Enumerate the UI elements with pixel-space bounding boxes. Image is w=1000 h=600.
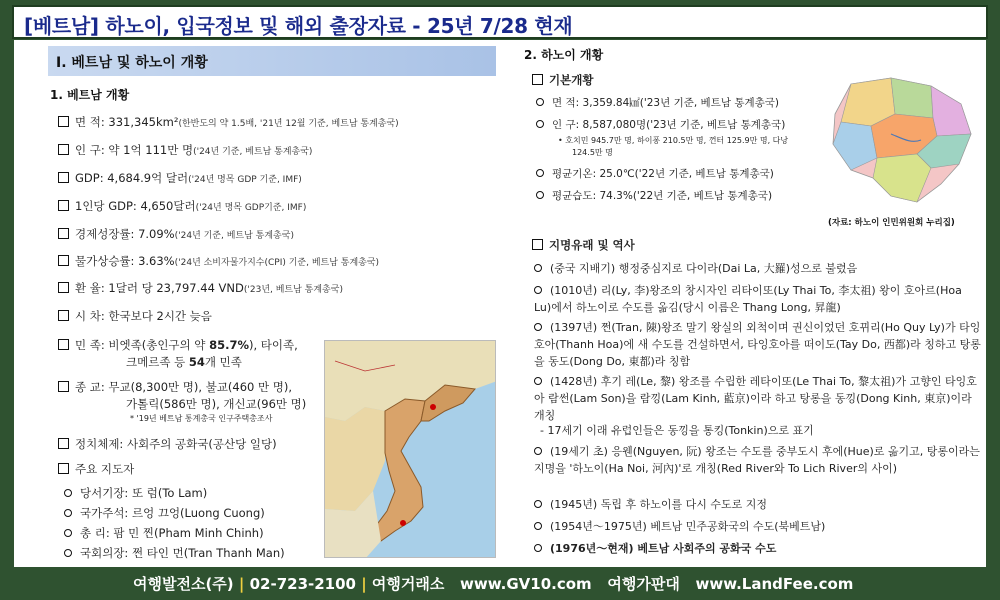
basic-item-area: 면 적: 3,359.84㎢('23년 기준, 베트남 통계총국) [536, 95, 779, 110]
checkbox-square-icon [58, 381, 69, 392]
section-banner [48, 46, 496, 76]
circle-bullet-icon [536, 169, 544, 177]
checkbox-square-icon [58, 172, 69, 183]
checkbox-square-icon [532, 74, 543, 85]
page-title: [베트남] 하노이, 입국정보 및 해외 출장자료 - 25년 7/28 현재 [24, 14, 573, 38]
footer-label-2: 여행가판대 [607, 575, 680, 593]
history-item: (중국 지배기) 행정중심지로 다이라(Dai La, 大羅)성으로 불렸음 [534, 260, 982, 277]
history-item: (19세기 초) 응웬(Nguyen, 阮) 왕조는 수도를 중부도시 후에(Hue)로 옮기고, 탕롱이라는 지명을 '하노이(Ha Noi, 河內)'로 개칭(Red River와 To Lich River의 사이) [534, 445, 980, 475]
footer-site-1-link[interactable]: www.GV10.com [460, 575, 592, 593]
footer-separator: | [238, 575, 250, 593]
leader-item: 당서기장: 또 럼(To Lam) [64, 485, 207, 501]
circle-bullet-icon [534, 323, 542, 331]
circle-bullet-icon [536, 98, 544, 106]
list-item-politics: 정치체제: 사회주의 공화국(공산당 일당) [58, 436, 277, 452]
circle-bullet-icon [534, 264, 542, 272]
circle-bullet-icon [534, 522, 542, 530]
checkbox-square-icon [58, 200, 69, 211]
subsection-title: 1. 베트남 개황 [50, 88, 130, 102]
footer-separator: | [361, 575, 372, 593]
hanoi-district-map-image [821, 74, 979, 210]
list-item-inflation: 물가상승률: 3.63%('24년 소비자물가지수(CPI) 기준, 베트남 통계총국) [58, 253, 379, 269]
right-column [514, 40, 986, 567]
history-item: (1945년) 독립 후 하노이를 다시 수도로 지정 [534, 496, 982, 513]
list-item-area: 면 적: 331,345km²(한반도의 약 1.5배, '21년 12월 기준, 베트남 통계총국) [58, 114, 399, 130]
list-item-timezone: 시 차: 한국보다 2시간 늦음 [58, 308, 212, 324]
population-note-line-2: 124.5만 명 [572, 148, 613, 157]
list-item-ethnic: 민 족: 비엣족(총인구의 약 85.7%), 타이족, [58, 337, 298, 353]
list-item-growth: 경제성장률: 7.09%('24년 기준, 베트남 통계총국) [58, 226, 294, 242]
footer-phone: 02-723-2100 [249, 575, 356, 593]
checkbox-square-icon [532, 239, 543, 250]
checkbox-square-icon [58, 116, 69, 127]
circle-bullet-icon [534, 377, 542, 385]
footer [0, 567, 1000, 600]
list-item-exchange: 환 율: 1달러 당 23,797.44 VND('23년, 베트남 통계총국) [58, 280, 343, 296]
leader-item: 국회의장: 쩐 타인 먼(Tran Thanh Man) [64, 545, 285, 561]
footer-label-1: 여행거래소 [371, 575, 445, 593]
checkbox-square-icon [58, 144, 69, 155]
checkbox-square-icon [58, 438, 69, 449]
ethnic-line-2: 크메르족 등 54개 민족 [126, 355, 242, 369]
checkbox-square-icon [58, 255, 69, 266]
religion-source-note: * '19년 베트남 통계총국 인구주택총조사 [130, 414, 273, 423]
history-title: 지명유래 및 역사 [532, 237, 635, 253]
title-bar [12, 5, 988, 39]
history-item: (1010년) 리(Ly, 李)왕조의 창시자인 리타이또(Ly Thai To, 李太祖) 왕이 호아르(Hoa Lu)에서 하노이로 수도를 옮김(당시 이름은 Thang Long, 昇龍) [534, 284, 962, 314]
history-item: (1954년～1975년) 베트남 민주공화국의 수도(북베트남) [534, 518, 982, 535]
checkbox-square-icon [58, 310, 69, 321]
leader-item: 국가주석: 르엉 끄엉(Luong Cuong) [64, 505, 265, 521]
leaders-title: 주요 지도자 [58, 461, 134, 477]
circle-bullet-icon [534, 286, 542, 294]
leader-item: 총 리: 팜 민 찐(Pham Minh Chinh) [64, 525, 264, 541]
vietnam-map-image [324, 340, 496, 558]
circle-bullet-icon [64, 489, 72, 497]
checkbox-square-icon [58, 282, 69, 293]
subsection-title-hanoi: 2. 하노이 개황 [524, 48, 604, 62]
list-item-gdp: GDP: 4,684.9억 달러('24년 명목 GDP 기준, IMF) [58, 170, 302, 186]
checkbox-square-icon [58, 463, 69, 474]
history-item: (1428년) 후기 레(Le, 黎) 왕조를 수립한 레타이또(Le Thai To, 黎太祖)가 고향인 타잉호아 람썬(Lam Son)을 람낑(Lam Kinh, 藍京)이라 하고 탕롱을 동낑(Dong Kinh, 東京)이라 개칭 [534, 375, 977, 422]
list-item-population: 인 구: 약 1억 111만 명('24년 기준, 베트남 통계총국) [58, 142, 312, 158]
document-page [14, 40, 986, 567]
circle-bullet-icon [536, 120, 544, 128]
list-item-gdp-per-capita: 1인당 GDP: 4,650달러('24년 명목 GDP기준, IMF) [58, 198, 306, 214]
basic-item-temperature: 평균기온: 25.0℃('22년 기준, 베트남 통계총국) [536, 166, 774, 181]
circle-bullet-icon [534, 500, 542, 508]
religion-line-2: 가톨릭(586만 명), 개신교(96만 명) [126, 397, 307, 411]
circle-bullet-icon [64, 549, 72, 557]
list-item-religion: 종 교: 무교(8,300만 명), 불교(460 만 명), [58, 379, 292, 395]
basic-item-population: 인 구: 8,587,080명('23년 기준, 베트남 통계총국) [536, 117, 785, 132]
circle-bullet-icon [64, 529, 72, 537]
circle-bullet-icon [64, 509, 72, 517]
checkbox-square-icon [58, 228, 69, 239]
history-item: (1976년～현재) 베트남 사회주의 공화국 수도 [534, 540, 982, 557]
footer-company: 여행발전소(주) [133, 575, 234, 593]
section-title: Ⅰ. 베트남 및 하노이 개황 [56, 55, 208, 71]
checkbox-square-icon [58, 339, 69, 350]
basic-title: 기본개황 [532, 72, 593, 88]
left-column [14, 40, 504, 567]
circle-bullet-icon [534, 447, 542, 455]
circle-bullet-icon [536, 191, 544, 199]
basic-item-humidity: 평균습도: 74.3%('22년 기준, 베트남 통계총국) [536, 188, 772, 203]
footer-text [133, 573, 853, 594]
circle-bullet-icon [534, 544, 542, 552]
history-item: (1397년) 쩐(Tran, 陳)왕조 말기 왕실의 외척이며 권신이었던 호뀌리(Ho Quy Ly)가 타잉호아(Thanh Hoa)에 새 수도를 건설하면서, 타잉호아를 떠이도(Tay Do, 西都)라 칭하고 탕롱을 동도(Dong Do, 東都)라 칭함 [534, 321, 981, 368]
footer-site-2-link[interactable]: www.LandFee.com [695, 575, 854, 593]
map-caption: (자료: 하노이 인민위원회 누리집) [828, 218, 955, 228]
history-sub-note: - 17세기 이래 유럽인들은 동낑을 통킹(Tonkin)으로 표기 [540, 424, 814, 437]
population-note-line-1: • 호치민 945.7만 명, 하이퐁 210.5만 명, 껀터 125.9만 명, 다낭 [558, 136, 789, 145]
